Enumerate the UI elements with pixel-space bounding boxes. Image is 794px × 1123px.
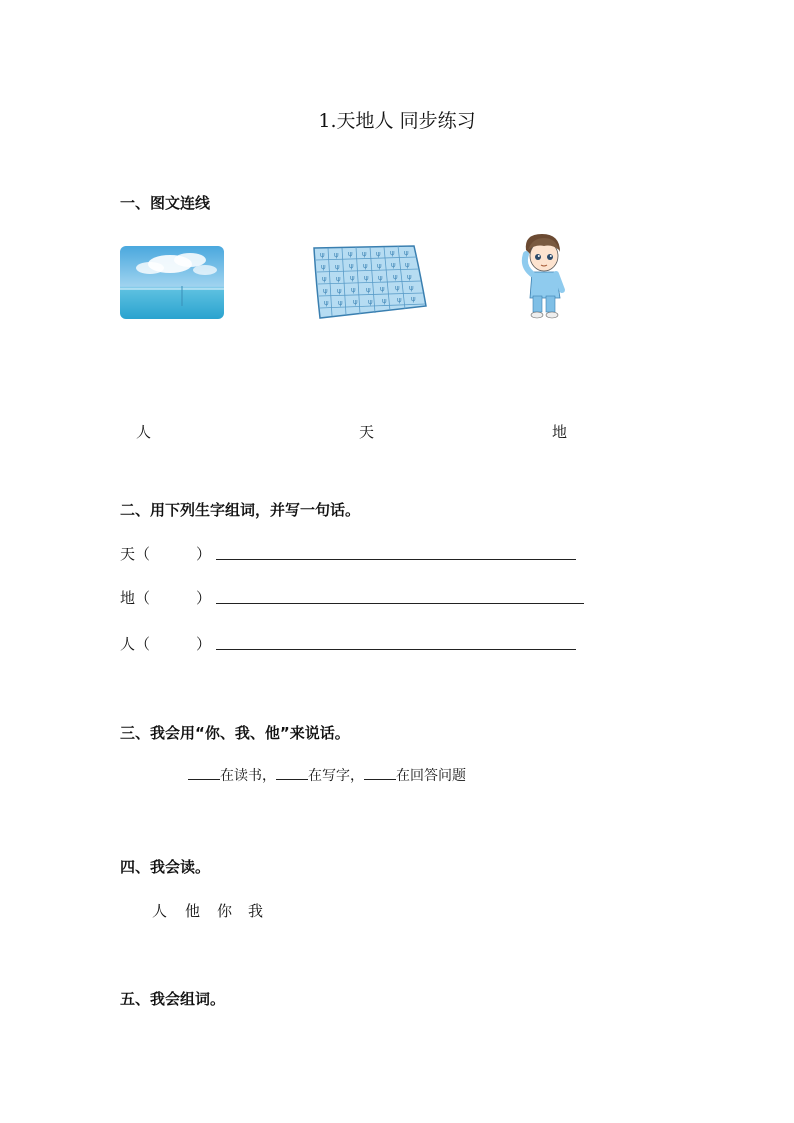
svg-text:ψ: ψ [407,273,412,281]
svg-text:ψ: ψ [353,298,358,306]
match-word-1: 人 [136,423,152,441]
svg-text:ψ: ψ [391,261,396,269]
section-2-heading: 二、用下列生字组词，并写一句话。 [120,501,361,519]
svg-text:ψ: ψ [409,284,414,292]
match-word-3: 地 [552,423,568,441]
fill-row-3 [120,633,211,654]
svg-text:ψ: ψ [362,250,367,258]
svg-text:ψ: ψ [335,263,340,271]
reading-char-3: 你 [217,902,233,920]
section-1-heading: 一、图文连线 [120,194,211,212]
svg-text:ψ: ψ [368,298,373,306]
match-word-2: 天 [359,423,375,441]
svg-text:ψ: ψ [350,274,355,282]
section-3-heading: 三、我会用“你、我、他”来说话。 [120,724,350,742]
fill-char: 地 [120,589,136,607]
svg-text:ψ: ψ [397,296,402,304]
svg-text:ψ: ψ [323,287,328,295]
svg-text:ψ: ψ [338,299,343,307]
svg-text:ψ: ψ [377,262,382,270]
svg-text:ψ: ψ [411,295,416,303]
svg-text:ψ: ψ [395,284,400,292]
reading-char-1: 人 [152,902,168,920]
svg-text:ψ: ψ [321,263,326,271]
blank-3[interactable] [364,765,396,780]
paren-open: （ [135,545,151,563]
section-5-heading: 五、我会组词。 [120,990,226,1008]
svg-text:ψ: ψ [364,274,369,282]
field-image [310,242,428,320]
paren-close: ） [196,635,212,653]
svg-text:ψ: ψ [324,299,329,307]
sentence-line [188,765,466,785]
sky-sea-image [120,246,224,319]
svg-text:ψ: ψ [382,297,387,305]
reading-char-2: 他 [185,902,201,920]
svg-text:ψ: ψ [351,286,356,294]
blank-1[interactable] [188,765,220,780]
section-4-heading: 四、我会读。 [120,858,211,876]
svg-text:ψ: ψ [334,251,339,259]
svg-text:ψ: ψ [349,262,354,270]
fill-char: 天 [120,545,136,563]
reading-char-4: 我 [248,902,264,920]
boy-image [518,232,568,320]
svg-text:ψ: ψ [320,251,325,259]
sentence-part-3: 在回答问题 [396,768,466,784]
blank-2[interactable] [276,765,308,780]
svg-text:ψ: ψ [378,274,383,282]
paren-open: （ [135,635,151,653]
fill-char: 人 [120,635,136,653]
sentence-part-2: 在写字， [308,768,364,784]
svg-text:ψ: ψ [404,249,409,257]
svg-text:ψ: ψ [405,261,410,269]
paren-open: （ [135,589,151,607]
svg-text:ψ: ψ [380,285,385,293]
svg-text:ψ: ψ [322,275,327,283]
page-title: 1.天地人 同步练习 [318,110,476,132]
answer-line-1[interactable] [216,559,576,560]
paren-close: ） [196,589,212,607]
svg-text:ψ: ψ [393,273,398,281]
svg-text:ψ: ψ [390,249,395,257]
sentence-part-1: 在读书， [220,768,276,784]
svg-text:ψ: ψ [337,287,342,295]
answer-line-2[interactable] [216,603,584,604]
svg-text:ψ: ψ [348,250,353,258]
svg-text:ψ: ψ [363,262,368,270]
fill-row-2 [120,587,211,608]
svg-text:ψ: ψ [366,286,371,294]
fill-row-1 [120,543,211,564]
svg-text:ψ: ψ [376,250,381,258]
svg-text:ψ: ψ [336,275,341,283]
paren-close: ） [196,545,212,563]
answer-line-3[interactable] [216,649,576,650]
